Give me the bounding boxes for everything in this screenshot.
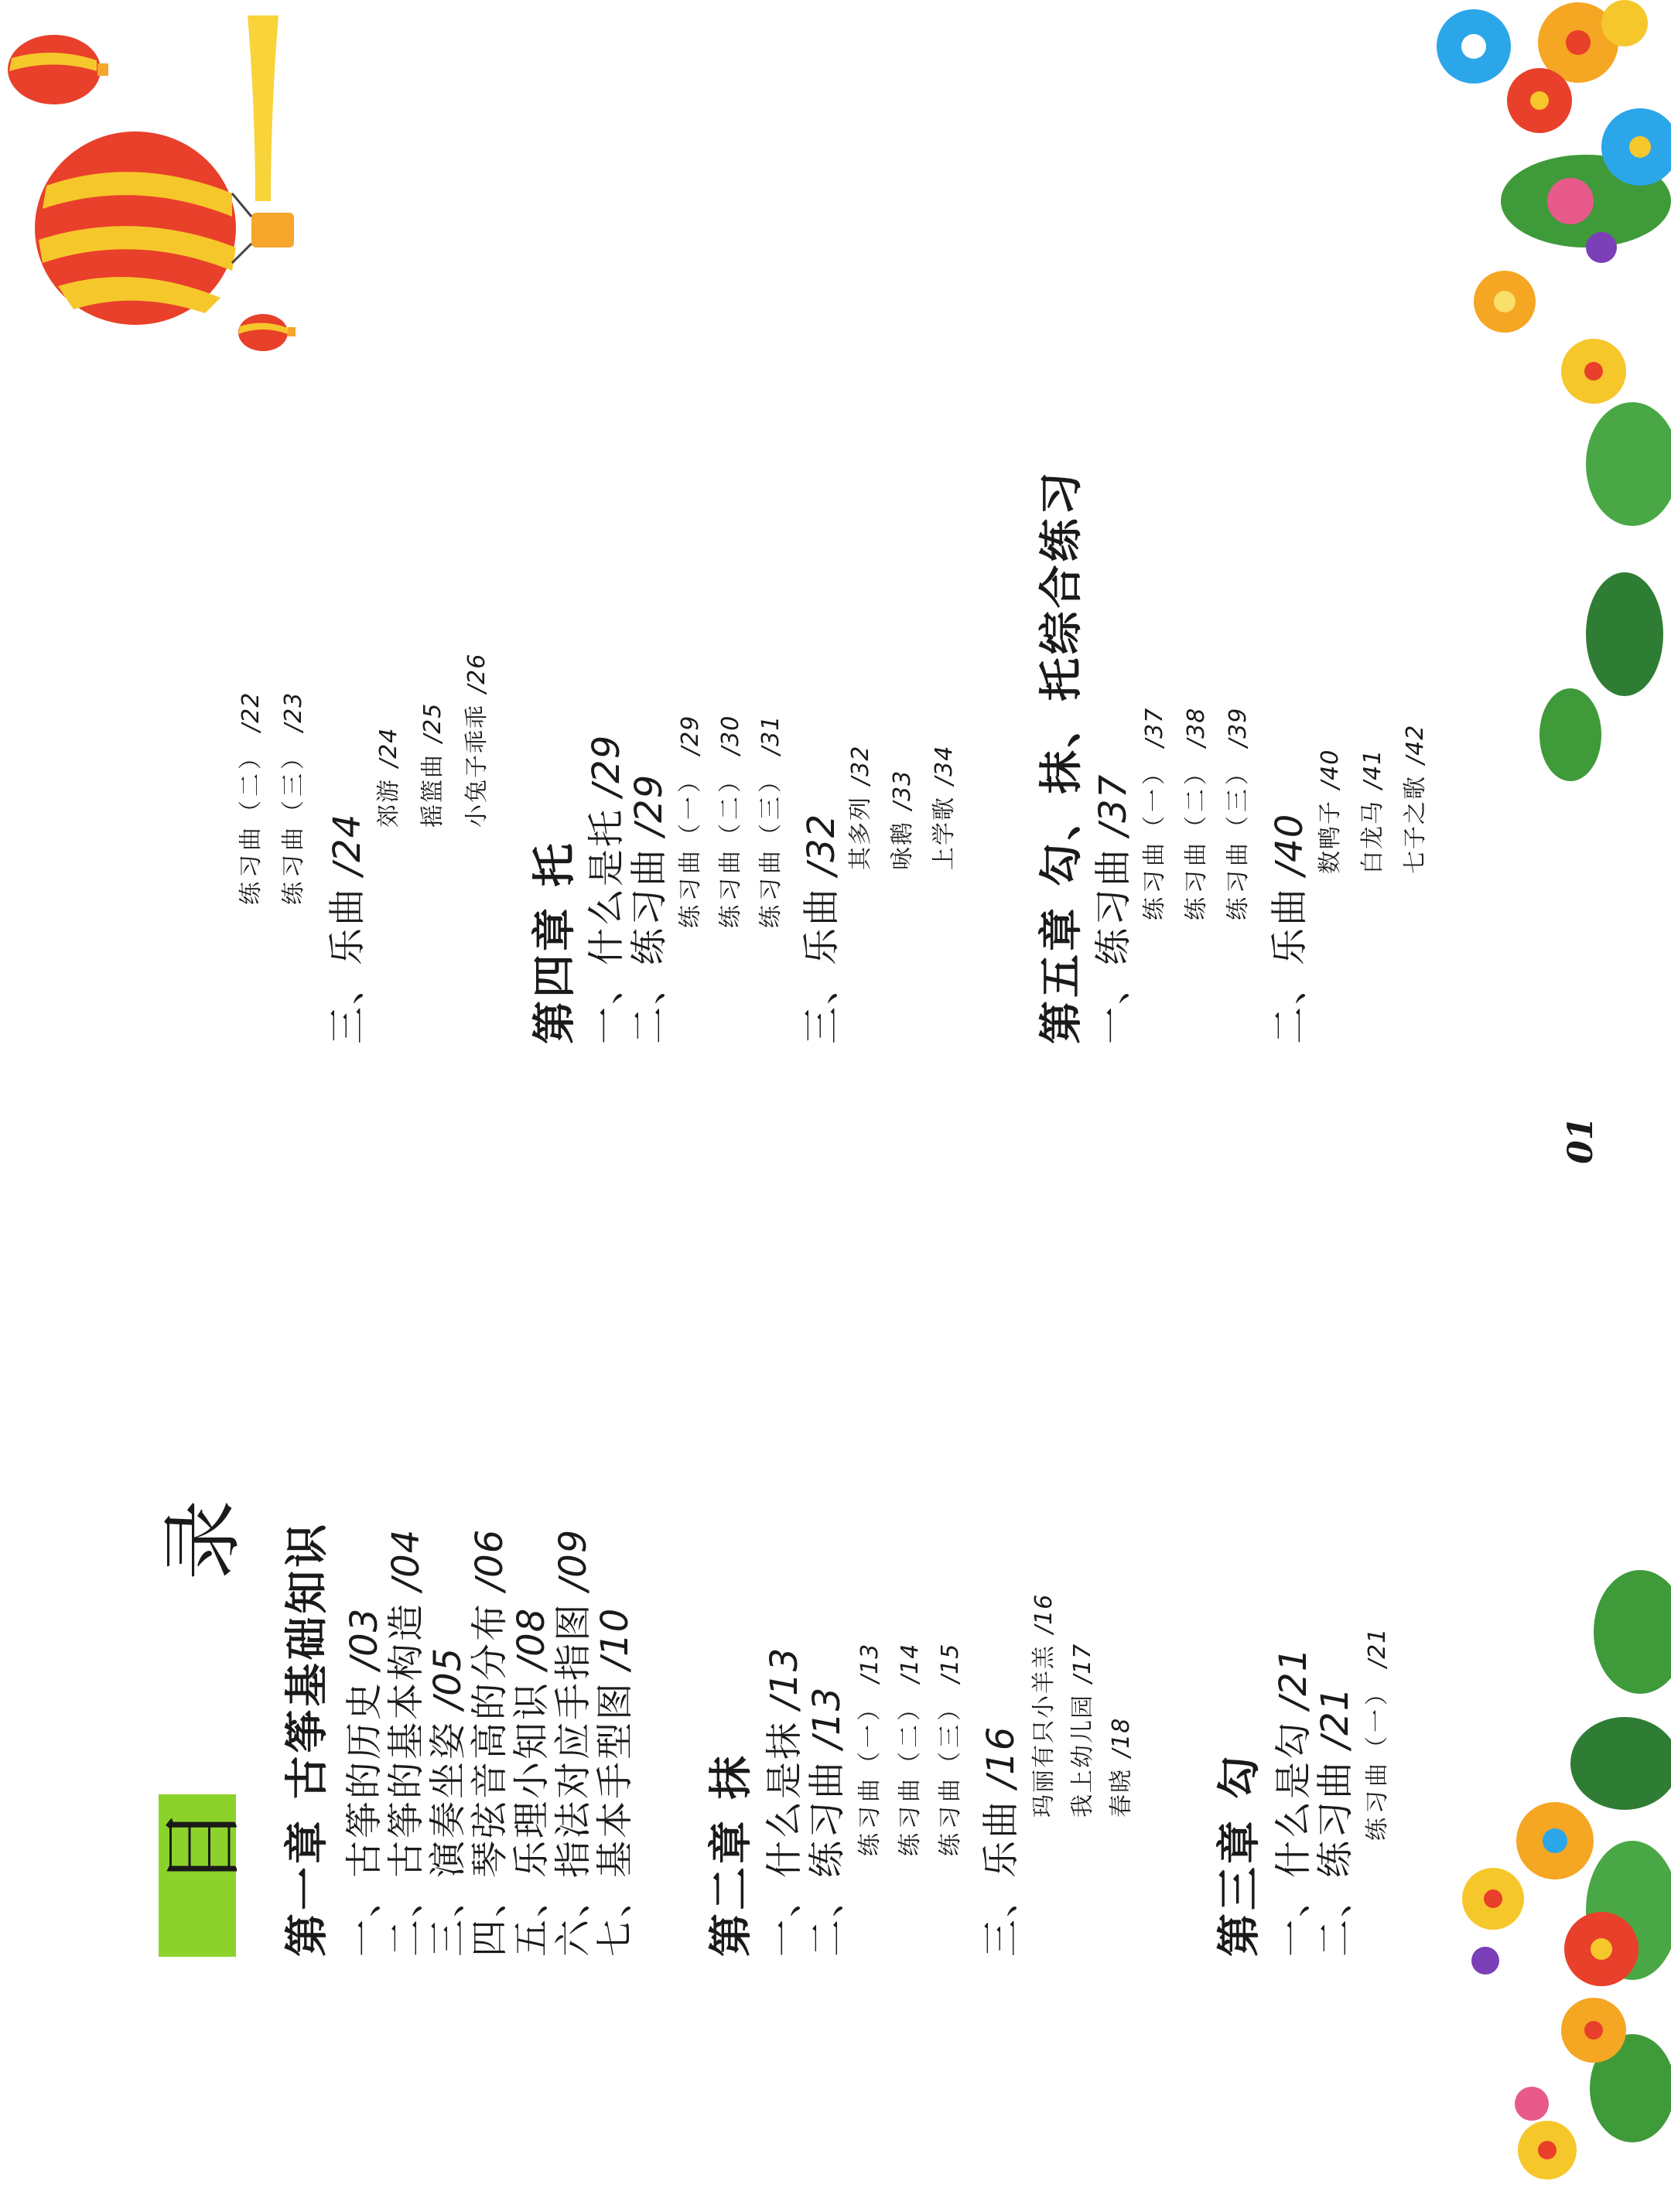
- toc-entry[interactable]: 四、琴弦音高的分布/06: [468, 1528, 511, 1957]
- toc-entry[interactable]: 三、乐曲/16: [979, 1726, 1023, 1957]
- toc-entry[interactable]: 一、什么是托/29: [585, 734, 628, 1044]
- toc-entry[interactable]: 三、乐曲/24: [326, 813, 369, 1044]
- toc-entry[interactable]: 三、演奏坐姿/05: [426, 1647, 470, 1957]
- toc-subentry[interactable]: 练习曲（二）/14: [897, 1643, 924, 1856]
- toc-song[interactable]: 其多列/32: [847, 745, 874, 870]
- toc-subentry[interactable]: 练习曲（二）/38: [1183, 707, 1210, 920]
- chapter-4-title[interactable]: 第四章 托: [530, 840, 580, 1044]
- toc-subentry[interactable]: 练习曲（二）/22: [237, 691, 265, 905]
- toc-entry[interactable]: 五、乐理小知识/08: [510, 1607, 553, 1957]
- toc-subentry[interactable]: 练习曲（一）/37: [1141, 707, 1168, 920]
- toc-song[interactable]: 玛丽有只小羊羔/16: [1030, 1593, 1058, 1818]
- toc-subentry[interactable]: 练习曲（一）/13: [856, 1643, 883, 1856]
- toc-song[interactable]: 我上幼儿园/17: [1069, 1643, 1096, 1818]
- toc-song[interactable]: 小兔子乖乖/26: [463, 653, 490, 828]
- toc-subentry[interactable]: 练习曲（三）/23: [280, 691, 307, 905]
- toc-entry[interactable]: 三、乐曲/32: [800, 813, 843, 1044]
- toc-song[interactable]: 上学歌/34: [931, 745, 958, 870]
- chapter-5-title[interactable]: 第五章 勾、抹、托综合练习: [1037, 469, 1087, 1044]
- toc-entry[interactable]: 二、练习曲/29: [627, 773, 671, 1044]
- toc-entry[interactable]: 二、古筝的基本构造/04: [384, 1528, 428, 1957]
- chapter-3-title[interactable]: 第三章 勾: [1215, 1753, 1265, 1957]
- page-title: 目 录: [155, 1398, 250, 1887]
- toc-subentry[interactable]: 练习曲（三）/39: [1225, 707, 1252, 920]
- toc-entry[interactable]: 二、乐曲/40: [1268, 813, 1311, 1044]
- toc-entry[interactable]: 七、基本手型图/10: [593, 1607, 637, 1957]
- toc-song[interactable]: 郊游/24: [375, 727, 402, 828]
- toc-song[interactable]: 咏鹅/33: [889, 770, 916, 870]
- chapter-2-title[interactable]: 第二章 抹: [706, 1753, 757, 1957]
- chapter-1-title[interactable]: 第一章 古筝基础知识: [282, 1521, 333, 1957]
- toc-entry[interactable]: 二、练习曲/21: [1314, 1686, 1357, 1957]
- toc-entry[interactable]: 一、古筝的历史/03: [343, 1607, 386, 1957]
- toc-song[interactable]: 春晓/18: [1108, 1717, 1135, 1818]
- toc-subentry[interactable]: 练习曲（一）/21: [1364, 1627, 1391, 1841]
- toc-subentry[interactable]: 练习曲（一）/29: [677, 715, 704, 928]
- toc-entry[interactable]: 六、指法对应手指图/09: [552, 1528, 595, 1957]
- toc-entry[interactable]: 一、什么是勾/21: [1272, 1647, 1315, 1957]
- toc-subentry[interactable]: 练习曲（三）/15: [937, 1643, 964, 1856]
- toc-subentry[interactable]: 练习曲（二）/30: [717, 715, 744, 928]
- toc-entry[interactable]: 一、练习曲/37: [1092, 773, 1135, 1044]
- toc-song[interactable]: 数鸭子/40: [1317, 749, 1344, 874]
- toc-subentry[interactable]: 练习曲（三）/31: [757, 715, 784, 928]
- toc-entry[interactable]: 二、练习曲/13: [805, 1686, 849, 1957]
- toc-song[interactable]: 摇篮曲/25: [419, 702, 446, 828]
- toc-entry[interactable]: 一、什么是抹/13: [763, 1647, 806, 1957]
- toc-song[interactable]: 七子之歌/42: [1402, 724, 1429, 874]
- toc-song[interactable]: 白龙马/41: [1359, 749, 1386, 874]
- page-number: 01: [1561, 1116, 1601, 1164]
